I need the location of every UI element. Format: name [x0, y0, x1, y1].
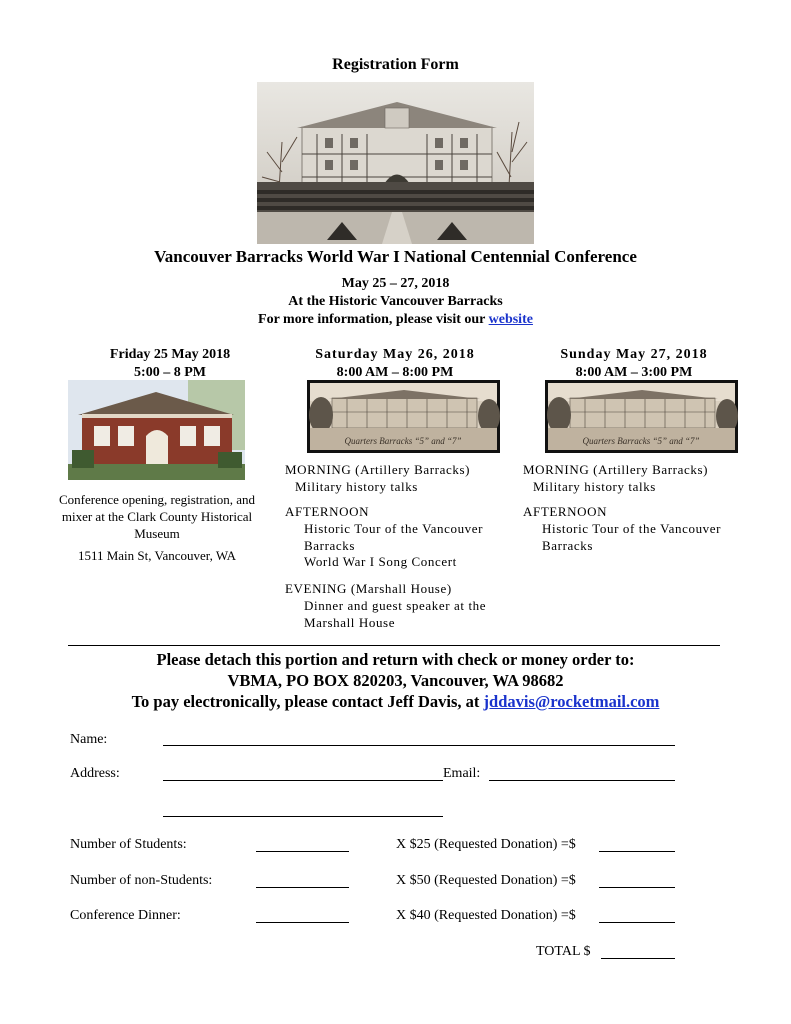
saturday-afternoon-item: Historic Tour of the Vancouver Barracks — [304, 521, 484, 553]
address-field[interactable] — [163, 780, 443, 781]
nonstudents-count-field[interactable] — [256, 887, 349, 888]
sunday-morning-item: Military history talks — [533, 479, 656, 494]
total-amount-field[interactable] — [601, 958, 675, 959]
saturday-time: 8:00 AM – 8:00 PM — [336, 365, 454, 380]
info-prefix: For more information, please visit our — [258, 312, 486, 327]
saturday-afternoon-label: AFTERNOON — [285, 504, 370, 519]
dinner-amount-field[interactable] — [599, 922, 675, 923]
barracks-group-photo — [257, 82, 534, 244]
sunday-morning-label: MORNING (Artillery Barracks) — [523, 462, 709, 477]
dinner-label: Conference Dinner: — [70, 908, 181, 923]
conference-title: Vancouver Barracks World War I National Centennial Conference — [154, 247, 637, 266]
conference-dates: May 25 – 27, 2018 — [341, 276, 450, 291]
friday-time: 5:00 – 8 PM — [134, 365, 206, 380]
students-count-field[interactable] — [256, 851, 349, 852]
dinner-count-field[interactable] — [256, 922, 349, 923]
detach-divider — [68, 645, 720, 646]
email-link[interactable]: jddavis@rocketmail.com — [483, 692, 660, 711]
saturday-photo-caption: Quarters Barracks “5” and “7” — [344, 436, 462, 446]
saturday-morning-label: MORNING (Artillery Barracks) — [285, 462, 471, 477]
dinner-rate: X $40 (Requested Donation) =$ — [396, 908, 576, 923]
saturday-barracks-photo — [307, 380, 500, 453]
nonstudents-label: Number of non-Students: — [70, 873, 213, 888]
page-title: Registration Form — [332, 56, 459, 73]
saturday-evening-label: EVENING (Marshall House) — [285, 581, 452, 596]
sunday-time: 8:00 AM – 3:00 PM — [575, 365, 693, 380]
saturday-evening-item: Dinner and guest speaker at the Marshall House — [304, 598, 487, 630]
electronic-pay-prefix: To pay electronically, please contact Jeff Davis, at — [131, 692, 480, 711]
friday-heading: Friday 25 May 2018 — [109, 347, 231, 362]
saturday-morning-item: Military history talks — [295, 479, 418, 494]
conference-location: At the Historic Vancouver Barracks — [288, 294, 503, 309]
name-field[interactable] — [163, 745, 675, 746]
address-line-2-field[interactable] — [163, 816, 443, 817]
mailing-address: VBMA, PO BOX 820203, Vancouver, WA 98682 — [227, 671, 564, 690]
name-label: Name: — [70, 732, 108, 747]
sunday-heading: Sunday May 27, 2018 — [560, 347, 708, 362]
sunday-photo-caption: Quarters Barracks “5” and “7” — [582, 436, 700, 446]
sunday-barracks-photo — [545, 380, 738, 453]
sunday-afternoon-item: Historic Tour of the Vancouver Barracks — [542, 521, 722, 553]
friday-description: Conference opening, registration, and mixer at the Clark County Historical Museum — [58, 492, 255, 541]
sunday-afternoon-label: AFTERNOON — [523, 504, 608, 519]
students-rate: X $25 (Requested Donation) =$ — [396, 837, 576, 852]
students-label: Number of Students: — [70, 837, 187, 852]
nonstudents-amount-field[interactable] — [599, 887, 675, 888]
detach-instruction: Please detach this portion and return with check or money order to: — [156, 650, 635, 669]
saturday-afternoon-item: World War I Song Concert — [304, 554, 457, 569]
info-line — [0, 312, 791, 328]
website-link[interactable]: website — [488, 312, 533, 327]
email-field[interactable] — [489, 780, 675, 781]
students-amount-field[interactable] — [599, 851, 675, 852]
email-label: Email: — [443, 766, 481, 781]
total-label: TOTAL $ — [536, 944, 591, 959]
friday-address: 1511 Main St, Vancouver, WA — [77, 548, 237, 563]
saturday-heading: Saturday May 26, 2018 — [315, 347, 475, 362]
electronic-pay-line — [0, 692, 791, 712]
address-label: Address: — [70, 766, 120, 781]
nonstudents-rate: X $50 (Requested Donation) =$ — [396, 873, 576, 888]
museum-photo — [68, 380, 245, 480]
